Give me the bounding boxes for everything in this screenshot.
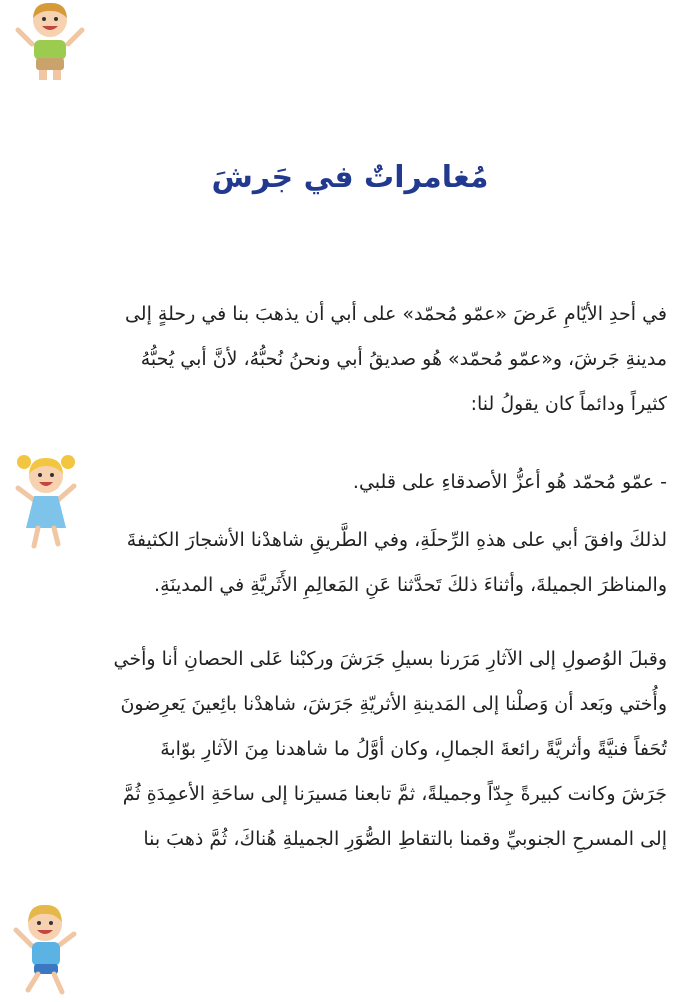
paragraph-line: في أحدِ الأيّامِ عَرضَ «عمّو مُحمّد» على أبي أن يذهبَ بنا في رحلةٍ إلى: [124, 303, 667, 325]
paragraph-line: تُحَفاً فنيَّةً وأثريَّةً رائعةَ الجمالِ، وكان أوَّلُ ما شاهدنا مِنَ الآثارِ بوّابةَ: [160, 738, 667, 760]
paragraph-3: [52, 518, 667, 608]
paragraph-line: جَرَشَ وكانت كبيرةً جِدّاً وجميلةً، ثمَّ تابعنا مَسيرَنا إلى ساحَةِ الأعمِدَةِ ثُمَّ: [122, 783, 667, 805]
paragraph-line: والمناظرَ الجميلةَ، وأثناءَ ذلكَ تَحدَّثنا عَنِ المَعالِمِ الأَثَريَّةِ في المدينَةِ.: [154, 574, 667, 596]
paragraph-4: [52, 637, 667, 862]
paragraph-line: - عمّو مُحمّد هُو أعزُّ الأصدقاءِ على قلبي.: [352, 471, 667, 493]
paragraph-line: وأُختي وبَعد أن وَصلْنا إلى المَدينةِ الأثريّةِ جَرَشَ، شاهدْنا بائِعينَ يَعرِضونَ: [120, 693, 667, 715]
story-title: مُغامراتٌ في جَرشَ: [211, 160, 489, 195]
paragraph-line: كثيراً ودائماً كان يقولُ لنا:: [470, 393, 667, 415]
paragraph-line: وقبلَ الوُصولِ إلى الآثارِ مَرَرنا بسيلِ جَرَشَ وركبْنا عَلى الحصانِ أنا وأخي: [113, 648, 667, 670]
paragraph-line: لذلكَ وافقَ أبي على هذهِ الرِّحلَةِ، وفي الطَّريقِ شاهدْنا الأشجارَ الكثيفةَ: [126, 529, 667, 551]
paragraph-2-quote: [52, 460, 667, 505]
boy-jumping-illustration: [10, 900, 80, 998]
paragraph-line: مدينةِ جَرشَ، و«عمّو مُحمّد» هُو صديقُ أبي ونحنُ نُحبُّهُ، لأنَّ أبي يُحبُّهُ: [140, 348, 667, 370]
paragraph-line: إلى المسرحِ الجنوبيِّ وقمنا بالتقاطِ الصُّوَرِ الجميلةِ هُناكَ، ثُمَّ ذهبَ بنا: [143, 828, 667, 850]
paragraph-1: [52, 292, 667, 427]
boy-cheering-illustration: [14, 0, 86, 82]
